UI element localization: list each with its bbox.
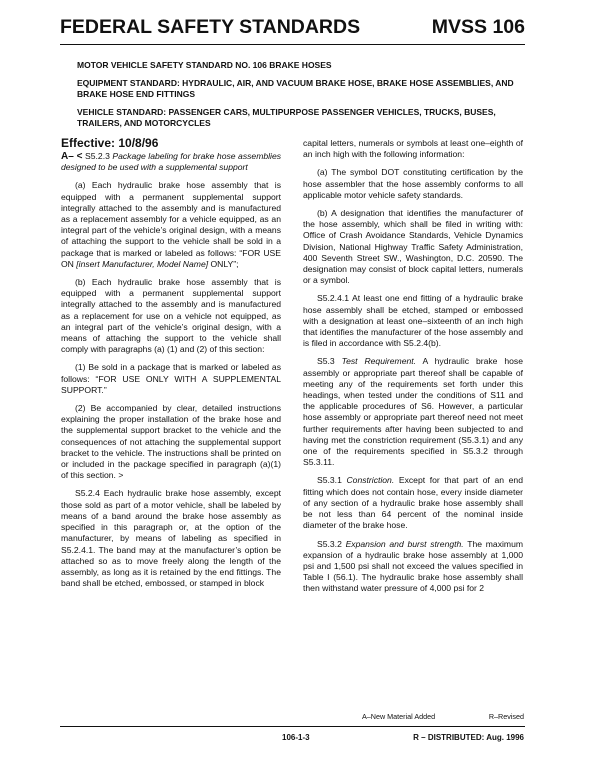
equipment-standard: EQUIPMENT STANDARD: HYDRAULIC, AIR, AND VACUUM BRAKE HOSE, BRAKE HOSE ASSEMBLIES, AND BRAKE HOSE END FITTINGS <box>77 78 514 99</box>
paragraph-a: (a) The symbol DOT constituting certification by the hose assembler that the hose assembly conforms to all applicable motor vehicle safety standards. <box>303 167 523 200</box>
legend-revised: R–Revised <box>488 712 524 721</box>
section-s531: S5.3.1 Constriction. Except for that part of an end fitting which does not contain hose, every inside diameter of any section of a hydraulic brake hose assembly shall be not less than 64 percent of the nominal inside diameter of the brake hose. <box>303 475 523 531</box>
effective-date: Effective: 10/8/96 <box>61 136 159 150</box>
paragraph-a: (a) Each hydraulic brake hose assembly that is equipped with a permanent supplemental support integrally attached to the assembly and is manufactured as a replacement assembly for a vehicle equipped, as an integral part of the vehicle’s original design, with a means of attaching the support to the vehicle shall be sold in a package that is marked or labeled as follows: “FOR USE ON [insert Manufacturer, Model Name] ONLY”; <box>61 180 281 269</box>
continued-text: capital letters, numerals or symbols at least one–eighth of an inch high with the following information: <box>303 138 523 160</box>
footer-rule <box>60 726 525 727</box>
left-column <box>61 136 281 596</box>
paragraph-b: (b) Each hydraulic brake hose assembly that is equipped with a permanent supplemental support integrally attached to the assembly and is manufactured as a replacement for use on a vehicle not equipped, as an integral part of the vehicle’s original design, with a means of attaching the support to the vehicle shall comply with paragraphs (a) (1) and (2) of this section: <box>61 277 281 355</box>
distribution-date: R – DISTRIBUTED: Aug. 1996 <box>413 733 524 742</box>
section-s5241: S5.2.4.1 At least one end fitting of a hydraulic brake hose assembly shall be etched, stamped or embossed with a designation at least one–sixteenth of an inch high that identifies the manufacturer of the hose assembly and is filed in accordance with S5.2.4(b). <box>303 293 523 349</box>
new-material-marker: A– < <box>61 151 83 162</box>
vehicle-standard: VEHICLE STANDARD: PASSENGER CARS, MULTIPURPOSE PASSENGER VEHICLES, TRUCKS, BUSES, TRAILERS, AND MOTORCYCLES <box>77 107 496 128</box>
page-number: 106-1-3 <box>282 733 310 742</box>
running-header <box>60 16 525 42</box>
section-s523 <box>61 151 281 173</box>
section-title: Package labeling for brake hose assemblies designed to be used with a supplemental support <box>61 151 282 173</box>
header-standard-number: MVSS 106 <box>431 16 525 38</box>
section-number: S5.2.3 <box>85 151 110 161</box>
paragraph-2: (2) Be accompanied by clear, detailed instructions explaining the proper installation of the brake hose and the supplemental support bracket to the vehicle and the consequences of not attaching the supplemental support bracket to the vehicle. The instructions shall be printed on or included in the package specified in paragraph (a)(1) of this section. > <box>61 403 281 481</box>
section-title: Constriction. <box>346 475 395 486</box>
paragraph-b: (b) A designation that identifies the manufacturer of the hose assembly, which shall be filed in writing with: Office of Crash Avoidance Standards, Vehicle Dynamics Division, National Highway Traffic Safety Administration, 400 Seventh Street SW., Washington, D.C. 20590. The designation may consist of block capital letters, numerals or a symbol. <box>303 208 523 286</box>
right-column <box>303 138 523 602</box>
section-title: Test Requirement. <box>341 356 417 367</box>
standard-title: MOTOR VEHICLE SAFETY STANDARD NO. 106 BRAKE HOSES <box>77 60 332 70</box>
header-rule <box>60 44 525 45</box>
section-s532: S5.3.2 Expansion and burst strength. The maximum expansion of a hydraulic brake hose assembly at 1,000 psi and 1,500 psi shall not exceed the values specified in Table I (56.1). The hydraulic brake hose assembly shall then withstand water pressure of 4,000 psi for 2 <box>303 538 524 594</box>
paragraph-1: (1) Be sold in a package that is marked or labeled as follows: “FOR USE ONLY WITH A SUPPLEMENTAL SUPPORT.” <box>61 362 281 395</box>
section-title: Expansion and burst strength. <box>345 538 464 549</box>
standard-headings <box>77 60 525 136</box>
header-title: FEDERAL SAFETY STANDARDS <box>60 16 361 38</box>
section-s524: S5.2.4 Each hydraulic brake hose assembly, except those sold as part of a motor vehicle, shall be labeled by means of a band around the brake hose assembly as specified in this paragraph or, at the option of the manufacturer, by means of labeling as specified in S5.2.4.1. The band may at the manufacturer’s option be attached so as to move freely along the length of the assembly, as long as it is retained by the end fittings. The band shall be etched, embossed, or stamped in block <box>61 488 281 589</box>
placeholder-text: [insert Manufacturer, Model Name] <box>76 258 209 269</box>
legend-new-material: A–New Material Added <box>362 712 436 721</box>
section-s53: S5.3 Test Requirement. A hydraulic brake hose assembly or appropriate part thereof shall be capable of meeting any of the requirements set forth under this headings, when tested under the conditions of S11 and the applicable procedures of S6. However, a particular hose assembly or appropriate part thereof need not meet further requirements after having been subjected to and having met the constriction requirement (S5.3.1) and any one of the requirements specified in S5.3.2 through S5.3.11. <box>303 356 523 468</box>
